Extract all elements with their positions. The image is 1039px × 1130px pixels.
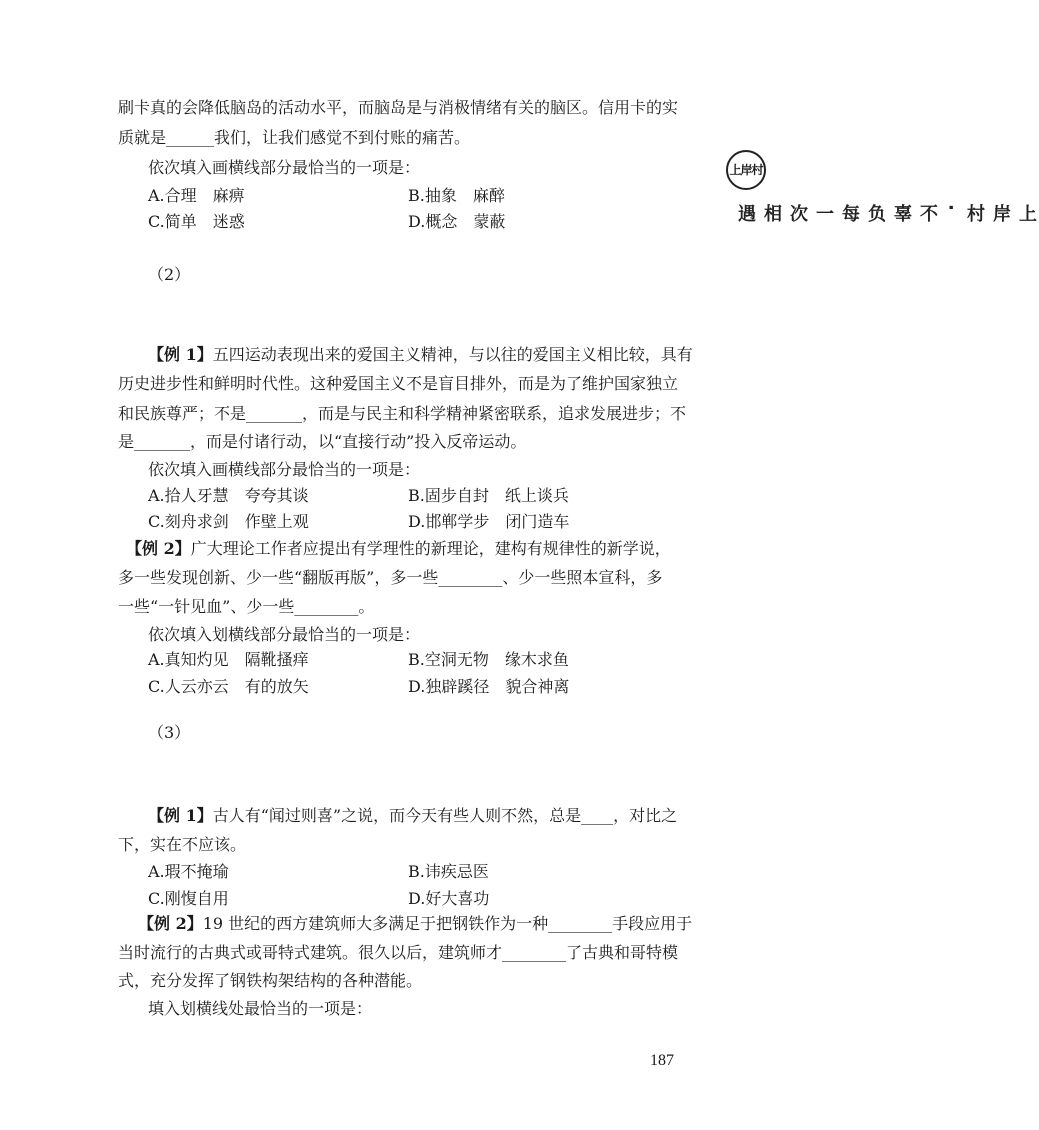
example-line (138, 914, 692, 934)
option-a: A.拾人牙慧 夸夸其谈 (148, 486, 309, 505)
option-d: D.概念 蒙蔽 (408, 212, 506, 231)
example-text: 五四运动表现出来的爱国主义精神，与以往的爱国主义相比较，具有 (212, 345, 693, 364)
example-text: 广大理论工作者应提出有学理性的新理论，建构有规律性的新学说， (190, 539, 671, 558)
passage-line: 刷卡真的会降低脑岛的活动水平，而脑岛是与消极情绪有关的脑区。信用卡的实 (118, 98, 679, 117)
example-tag: 【例 1】 (148, 345, 213, 364)
section-label: （3） (148, 723, 191, 742)
option-a: A.瑕不掩瑜 (148, 862, 229, 881)
option-b: B.抽象 麻醉 (408, 186, 505, 205)
brand-slogan: 上岸村·不辜负每一次相遇 (735, 204, 1037, 224)
example-line (126, 539, 671, 559)
passage-line: 多一些发现创新、少一些“翻版再版”，多一些________、少一些照本宣科，多 (118, 568, 663, 587)
section-label: （2） (148, 265, 191, 284)
option-d: D.独辟蹊径 貌合神离 (408, 677, 570, 696)
option-a: A.合理 麻痹 (148, 186, 245, 205)
example-tag: 【例 2】 (138, 914, 203, 933)
passage-line: 质就是______我们，让我们感觉不到付账的痛苦。 (118, 128, 471, 147)
option-c: C.刚愎自用 (148, 889, 229, 908)
example-text: 19 世纪的西方建筑师大多满足于把钢铁作为一种________手段应用于 (202, 914, 693, 933)
passage-line: 式，充分发挥了钢铁构架结构的各种潜能。 (118, 971, 423, 990)
option-d: D.好大喜功 (408, 889, 490, 908)
option-d: D.邯郸学步 闭门造车 (408, 512, 570, 531)
question-prompt: 依次填入画横线部分最恰当的一项是： (148, 460, 421, 479)
example-tag: 【例 1】 (148, 806, 213, 825)
brand-logo-text: 上岸村 (729, 163, 763, 177)
example-line (148, 806, 677, 826)
question-prompt: 依次填入画横线部分最恰当的一项是： (148, 158, 421, 177)
option-b: B.空洞无物 缘木求鱼 (408, 650, 569, 669)
page-number: 187 (650, 1052, 674, 1069)
passage-line: 当时流行的古典式或哥特式建筑。很久以后，建筑师才________了古典和哥特模 (118, 943, 679, 962)
example-line (148, 345, 693, 365)
passage-line: 和民族尊严；不是_______，而是与民主和科学精神紧密联系，追求发展进步；不 (118, 404, 687, 423)
example-tag: 【例 2】 (126, 539, 191, 558)
option-b: B.讳疾忌医 (408, 862, 489, 881)
example-text: 古人有“闻过则喜”之说，而今天有些人则不然，总是____，对比之 (212, 806, 678, 825)
passage-line: 一些“一针见血”、少一些________。 (118, 597, 375, 616)
brand-logo (726, 150, 766, 190)
option-c: C.简单 迷惑 (148, 212, 245, 231)
passage-line: 历史进步性和鲜明时代性。这种爱国主义不是盲目排外，而是为了维护国家独立 (118, 374, 679, 393)
option-c: C.人云亦云 有的放矢 (148, 677, 309, 696)
question-prompt: 依次填入划横线部分最恰当的一项是： (148, 625, 421, 644)
passage-line: 下，实在不应该。 (118, 835, 247, 854)
option-a: A.真知灼见 隔靴搔痒 (148, 650, 309, 669)
option-c: C.刻舟求剑 作壁上观 (148, 512, 309, 531)
question-prompt: 填入划横线处最恰当的一项是： (148, 999, 373, 1018)
passage-line: 是_______，而是付诸行动，以“直接行动”投入反帝运动。 (118, 432, 527, 451)
option-b: B.固步自封 纸上谈兵 (408, 486, 569, 505)
